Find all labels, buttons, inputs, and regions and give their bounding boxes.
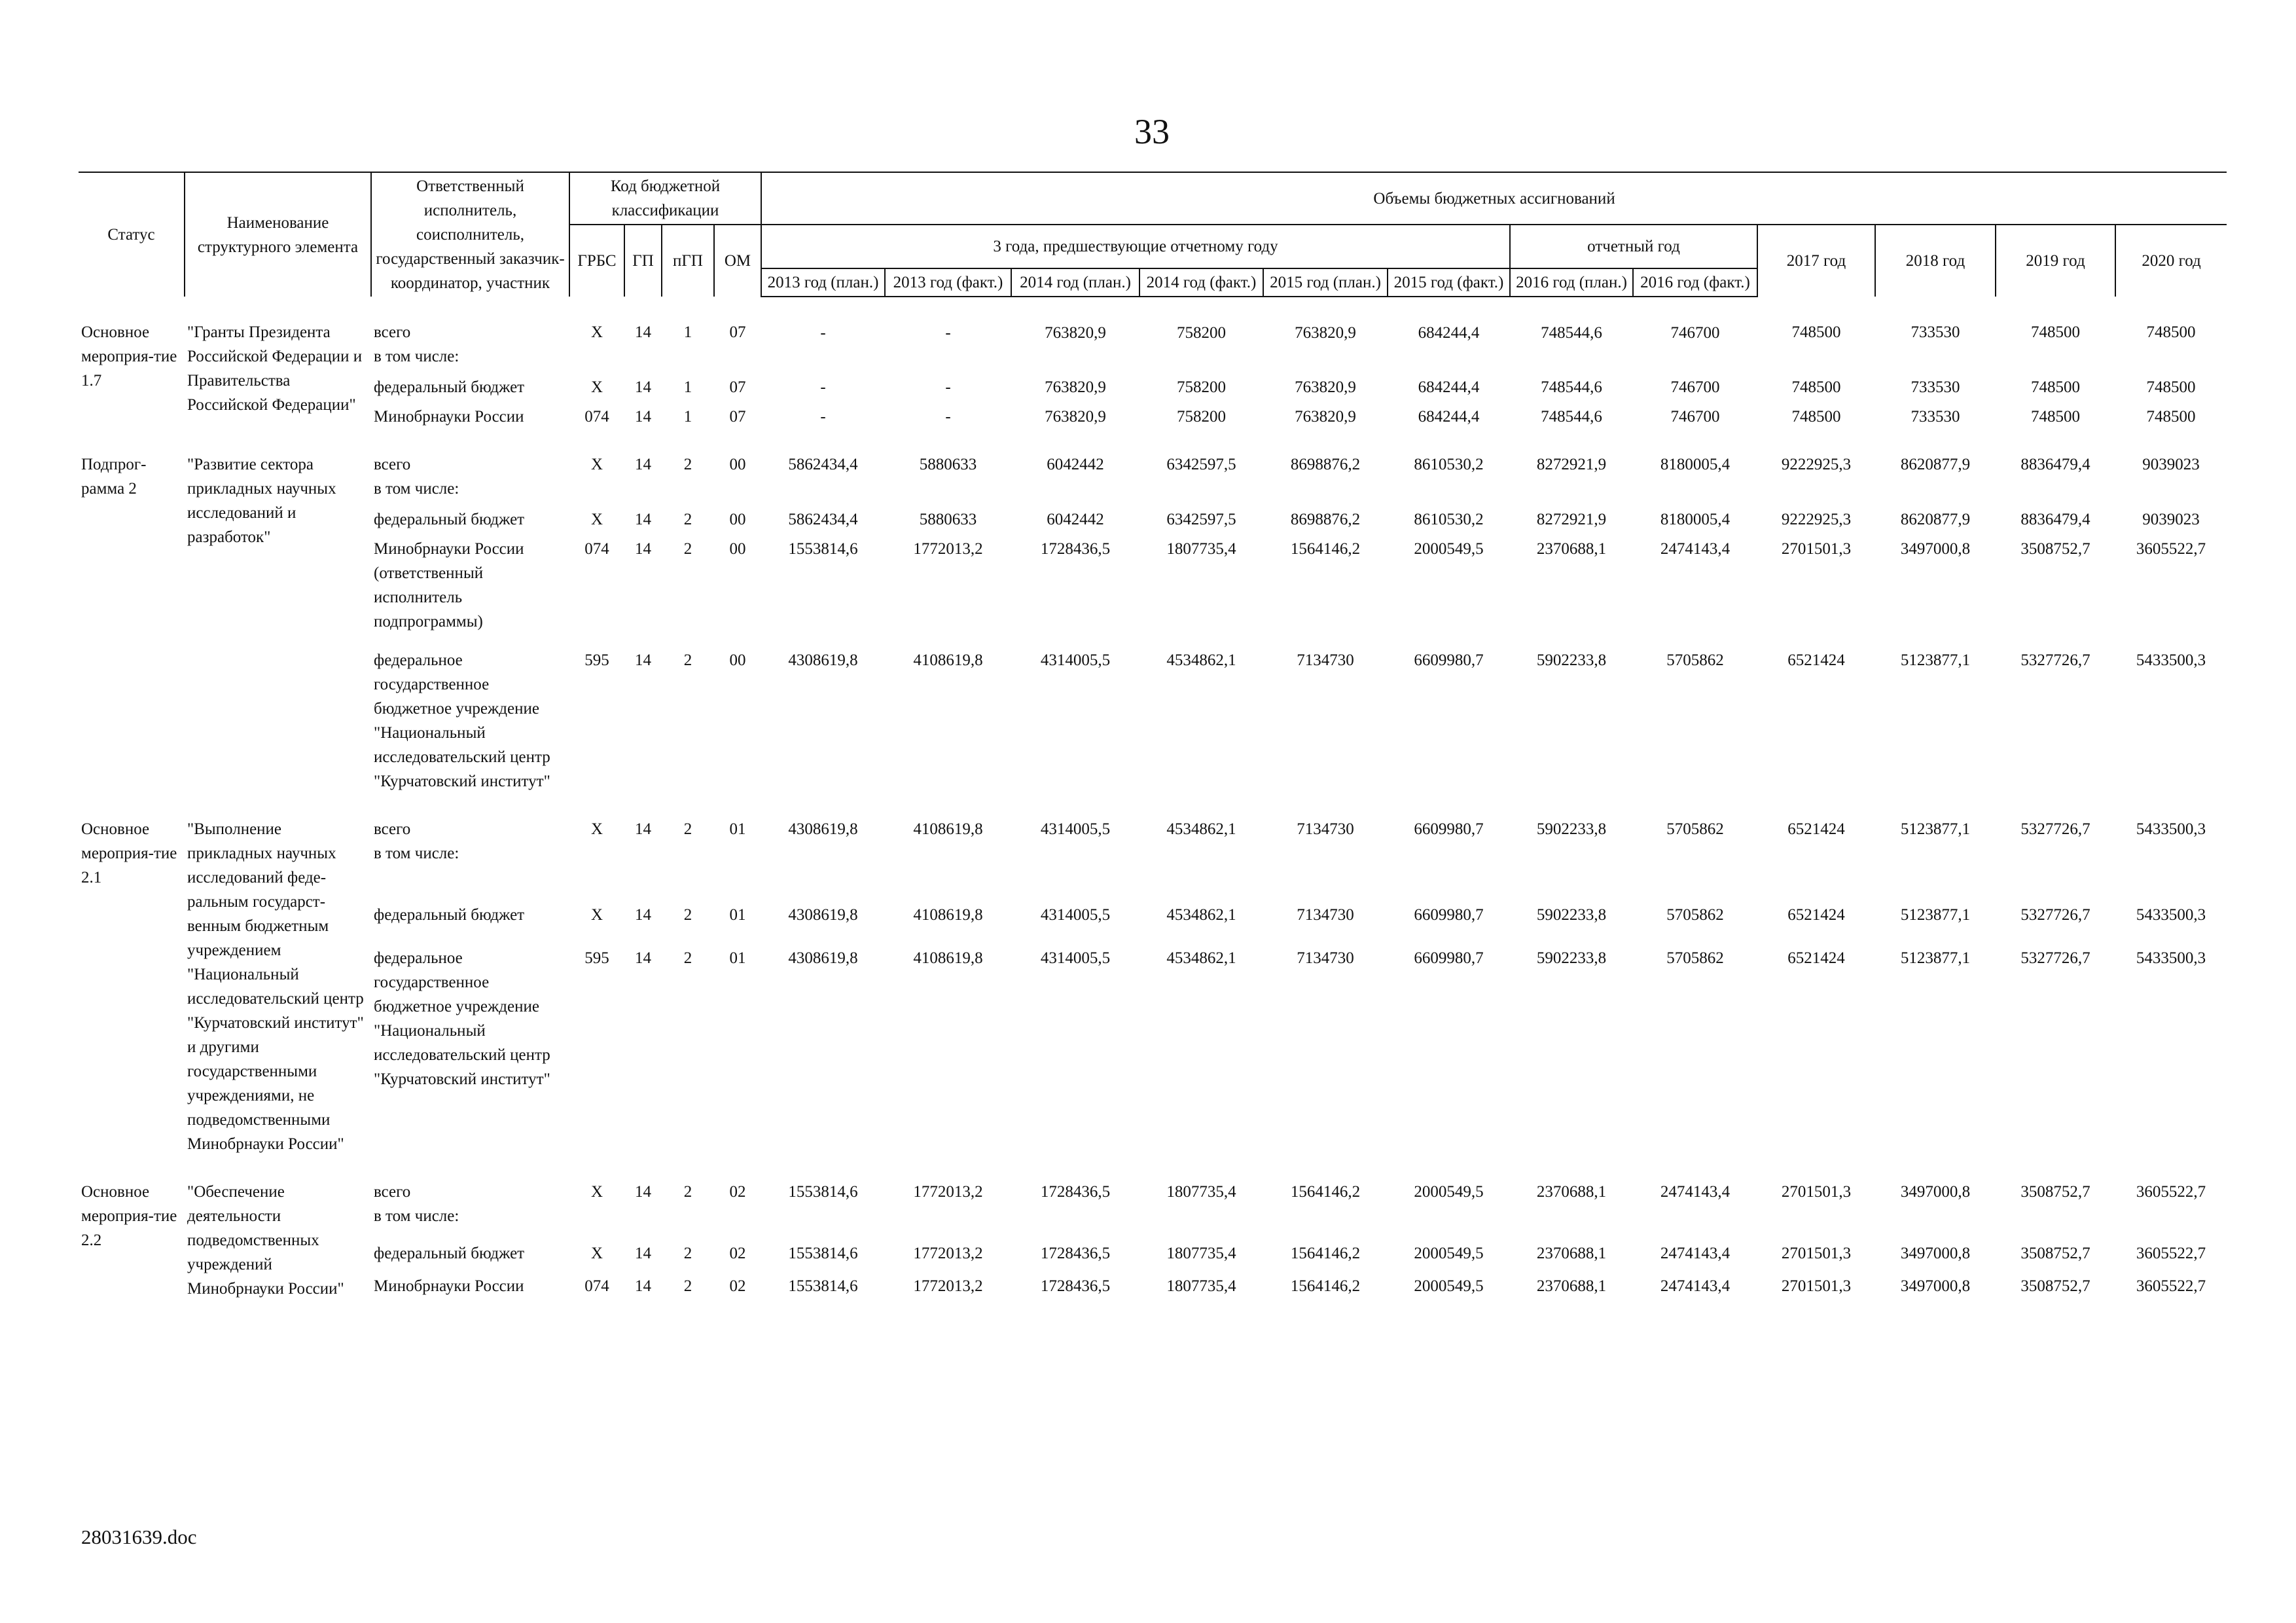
header-year-2015-fact: 2015 год (факт.): [1388, 268, 1510, 297]
amount-cell: 5705862: [1666, 906, 1724, 924]
header-year-2016-fact: 2016 год (факт.): [1633, 268, 1757, 297]
amount-cell: 1553814,6: [788, 1183, 858, 1201]
code-pgp: 2: [683, 906, 692, 924]
responsible-label: федеральное государственное бюджетное учреждение "Национальный исследовательский центр "Курчатовский институт": [374, 651, 550, 790]
amount-cell: 6042442: [1047, 456, 1104, 473]
responsible-label: федеральный бюджет: [374, 1245, 525, 1263]
header-budget-code: Код бюджетной классификации: [569, 172, 761, 225]
amount-cell: 5433500,3: [2136, 820, 2206, 838]
table-header: [79, 172, 2227, 297]
amount-cell: 2701501,3: [1781, 1245, 1852, 1263]
code-om: 02: [729, 1277, 746, 1295]
amount-cell: 4314005,5: [1040, 820, 1111, 838]
amount-cell: 748500: [2031, 378, 2080, 396]
row-element-name: "Гранты Президента Российской Федерации и Правительства Российской Федерации": [187, 323, 363, 414]
amount-cell: 758200: [1177, 408, 1226, 426]
code-pgp: 2: [683, 949, 692, 967]
row-responsible: [371, 532, 569, 634]
amount-cell: 9222925,3: [1781, 511, 1852, 528]
amount-cell: 1728436,5: [1040, 1277, 1111, 1295]
row-responsible: [371, 941, 569, 1156]
amount-cell: 1728436,5: [1040, 1245, 1111, 1263]
amount-cell: 2370688,1: [1536, 1277, 1607, 1295]
code-om: 07: [729, 378, 746, 396]
responsible-label: Минобрнауки России: [374, 1277, 524, 1295]
amount-cell: 746700: [1670, 378, 1720, 396]
table-row: [79, 369, 2227, 399]
amount-cell: 4308619,8: [788, 906, 858, 924]
code-pgp: 2: [683, 820, 692, 838]
amount-cell: 8180005,4: [1660, 511, 1731, 528]
amount-cell: 748500: [1791, 408, 1841, 426]
amount-cell: 1564146,2: [1290, 1277, 1361, 1295]
header-gp: ГП: [624, 225, 662, 297]
code-om: 07: [729, 323, 746, 341]
amount-cell: 3497000,8: [1900, 1277, 1971, 1295]
amount-cell: 1564146,2: [1290, 1183, 1361, 1201]
amount-cell: 6609980,7: [1414, 651, 1484, 669]
amount-cell: 1772013,2: [913, 540, 983, 558]
amount-cell: 3508752,7: [2020, 1277, 2090, 1295]
amount-cell: 5902233,8: [1536, 820, 1607, 838]
code-pgp: 2: [683, 1183, 692, 1201]
responsible-label: Минобрнауки России: [374, 408, 524, 426]
header-responsible: Ответственный исполнитель, соисполнитель, государственный заказчик-координатор, участник: [371, 172, 569, 297]
code-gp: 14: [635, 820, 651, 838]
responsible-label: всего: [374, 323, 411, 341]
header-year-2019: 2019 год: [1996, 225, 2115, 297]
amount-cell: 3497000,8: [1900, 1245, 1971, 1263]
amount-cell: 684244,4: [1418, 324, 1480, 342]
code-pgp: 2: [683, 456, 692, 473]
amount-cell: 4534862,1: [1166, 651, 1236, 669]
amount-cell: 4314005,5: [1040, 906, 1111, 924]
code-om: 00: [729, 651, 746, 669]
row-responsible: [371, 1235, 569, 1268]
amount-cell: -: [820, 408, 826, 426]
amount-cell: 748500: [2031, 323, 2080, 341]
amount-cell: 6521424: [1787, 906, 1845, 924]
amount-cell: 2370688,1: [1536, 1183, 1607, 1201]
code-om: 00: [729, 456, 746, 473]
code-grbs: X: [590, 511, 603, 528]
code-grbs: X: [590, 456, 603, 473]
code-grbs: X: [590, 1245, 603, 1263]
table-row: [79, 634, 2227, 793]
amount-cell: 8836479,4: [2020, 456, 2090, 473]
table-row: [79, 532, 2227, 634]
amount-cell: 763820,9: [1045, 324, 1106, 342]
amount-cell: 2701501,3: [1781, 1183, 1852, 1201]
table-row: [79, 501, 2227, 532]
amount-cell: 6342597,5: [1166, 456, 1236, 473]
amount-cell: 4314005,5: [1040, 949, 1111, 967]
amount-cell: 2474143,4: [1660, 1277, 1731, 1295]
amount-cell: 733530: [1910, 323, 1960, 341]
amount-cell: 763820,9: [1295, 408, 1356, 426]
amount-cell: 4308619,8: [788, 949, 858, 967]
header-structural-element: Наименование структурного элемента: [185, 172, 371, 297]
header-status: Статус: [79, 172, 185, 297]
table-row: [79, 941, 2227, 1156]
row-responsible: [371, 1269, 569, 1301]
table-row: [79, 1156, 2227, 1235]
amount-cell: 6342597,5: [1166, 511, 1236, 528]
amount-cell: 4108619,8: [913, 651, 983, 669]
responsible-label: всего: [374, 820, 411, 838]
amount-cell: 748500: [1791, 323, 1841, 341]
row-responsible: [371, 1156, 569, 1235]
code-pgp: 1: [683, 378, 692, 396]
code-pgp: 1: [683, 408, 692, 426]
amount-cell: 5123877,1: [1900, 651, 1971, 669]
amount-cell: 8610530,2: [1414, 511, 1484, 528]
amount-cell: 1553814,6: [788, 540, 858, 558]
code-gp: 14: [635, 949, 651, 967]
amount-cell: 3605522,7: [2136, 1245, 2206, 1263]
amount-cell: 5902233,8: [1536, 949, 1607, 967]
code-om: 01: [729, 906, 746, 924]
amount-cell: 5123877,1: [1900, 949, 1971, 967]
amount-cell: 3605522,7: [2136, 1183, 2206, 1201]
code-gp: 14: [635, 540, 651, 558]
code-grbs: X: [590, 378, 603, 396]
row-status: Основное мероприя-тие 2.2: [81, 1183, 177, 1249]
amount-cell: 5862434,4: [788, 511, 858, 528]
code-gp: 14: [635, 323, 651, 341]
document-filename: 28031639.doc: [81, 1525, 197, 1548]
amount-cell: 6609980,7: [1414, 906, 1484, 924]
amount-cell: 1772013,2: [913, 1277, 983, 1295]
row-element-name: "Выполнение прикладных научных исследований феде-ральным государст-венным бюджетным учреждением "Национальный исследовательский центр "Курчатовский институт" и другими государственными учреждениями, не подведомственными Минобрнауки России": [187, 820, 364, 1153]
row-status: Основное мероприя-тие 2.1: [81, 820, 177, 886]
amount-cell: 8698876,2: [1290, 456, 1361, 473]
code-grbs: 595: [584, 949, 609, 967]
amount-cell: 748500: [2146, 323, 2196, 341]
code-grbs: 074: [584, 408, 609, 426]
code-pgp: 2: [683, 540, 692, 558]
budget-allocations-table: [79, 172, 2227, 1301]
amount-cell: 7134730: [1297, 906, 1354, 924]
code-grbs: X: [590, 906, 603, 924]
amount-cell: -: [820, 378, 826, 396]
row-responsible: [371, 399, 569, 429]
amount-cell: 6521424: [1787, 820, 1845, 838]
amount-cell: 5123877,1: [1900, 820, 1971, 838]
responsible-label: федеральный бюджет: [374, 906, 525, 924]
code-gp: 14: [635, 378, 651, 396]
code-om: 02: [729, 1183, 746, 1201]
amount-cell: 1807735,4: [1166, 540, 1236, 558]
amount-cell: 748544,6: [1541, 378, 1602, 396]
row-responsible: [371, 896, 569, 940]
row-responsible: [371, 429, 569, 501]
responsible-label: Минобрнауки России (ответственный исполнитель подпрограммы): [374, 540, 524, 630]
amount-cell: 5862434,4: [788, 456, 858, 473]
amount-cell: 2000549,5: [1414, 1277, 1484, 1295]
responsible-sublabel: в том числе:: [374, 480, 459, 498]
row-responsible: [371, 501, 569, 532]
amount-cell: 4108619,8: [913, 820, 983, 838]
amount-cell: 1728436,5: [1040, 540, 1111, 558]
code-gp: 14: [635, 1245, 651, 1263]
amount-cell: 733530: [1910, 378, 1960, 396]
code-pgp: 2: [683, 511, 692, 528]
code-gp: 14: [635, 511, 651, 528]
row-responsible: [371, 369, 569, 399]
amount-cell: 5433500,3: [2136, 906, 2206, 924]
header-grbs: ГРБС: [569, 225, 624, 297]
amount-cell: 8698876,2: [1290, 511, 1361, 528]
amount-cell: 763820,9: [1295, 378, 1356, 396]
amount-cell: 8610530,2: [1414, 456, 1484, 473]
header-year-2017: 2017 год: [1757, 225, 1875, 297]
amount-cell: 1807735,4: [1166, 1183, 1236, 1201]
responsible-sublabel: в том числе:: [374, 1207, 459, 1225]
code-pgp: 2: [683, 1245, 692, 1263]
amount-cell: 8620877,9: [1900, 456, 1971, 473]
amount-cell: 7134730: [1297, 949, 1354, 967]
header-year-2015-plan: 2015 год (план.): [1263, 268, 1388, 297]
amount-cell: 763820,9: [1295, 324, 1356, 342]
code-om: 00: [729, 540, 746, 558]
responsible-label: федеральный бюджет: [374, 378, 525, 396]
amount-cell: 763820,9: [1045, 378, 1106, 396]
code-pgp: 1: [683, 323, 692, 341]
amount-cell: 3508752,7: [2020, 1245, 2090, 1263]
code-gp: 14: [635, 1277, 651, 1295]
code-om: 01: [729, 820, 746, 838]
amount-cell: 763820,9: [1045, 408, 1106, 426]
amount-cell: 748500: [1791, 378, 1841, 396]
code-om: 01: [729, 949, 746, 967]
amount-cell: 4534862,1: [1166, 949, 1236, 967]
responsible-sublabel: в том числе:: [374, 845, 459, 862]
amount-cell: 5705862: [1666, 820, 1724, 838]
amount-cell: 4534862,1: [1166, 906, 1236, 924]
amount-cell: 684244,4: [1418, 378, 1480, 396]
table-row: [79, 429, 2227, 501]
row-responsible: [371, 793, 569, 896]
amount-cell: 2000549,5: [1414, 1245, 1484, 1263]
amount-cell: -: [820, 324, 826, 342]
code-pgp: 2: [683, 651, 692, 669]
amount-cell: 5327726,7: [2020, 906, 2090, 924]
header-pgp: пГП: [662, 225, 714, 297]
amount-cell: 748544,6: [1541, 408, 1602, 426]
amount-cell: 2701501,3: [1781, 1277, 1852, 1295]
header-year-2014-plan: 2014 год (план.): [1011, 268, 1139, 297]
amount-cell: 1807735,4: [1166, 1277, 1236, 1295]
code-grbs: 074: [584, 540, 609, 558]
table-row: [79, 1269, 2227, 1301]
amount-cell: 6042442: [1047, 511, 1104, 528]
header-year-2013-plan: 2013 год (план.): [761, 268, 885, 297]
amount-cell: 1564146,2: [1290, 1245, 1361, 1263]
amount-cell: 2474143,4: [1660, 540, 1731, 558]
amount-cell: 5433500,3: [2136, 651, 2206, 669]
amount-cell: 746700: [1670, 324, 1720, 342]
amount-cell: 2000549,5: [1414, 540, 1484, 558]
header-year-2013-fact: 2013 год (факт.): [885, 268, 1011, 297]
amount-cell: 748544,6: [1541, 324, 1602, 342]
header-prev-years: 3 года, предшествующие отчетному году: [761, 225, 1510, 268]
row-status: Подпрог-рамма 2: [81, 456, 147, 498]
table-row: [79, 297, 2227, 369]
header-report-year: отчетный год: [1510, 225, 1757, 268]
amount-cell: -: [945, 324, 951, 342]
amount-cell: 8620877,9: [1900, 511, 1971, 528]
amount-cell: 5880633: [919, 511, 977, 528]
amount-cell: 2474143,4: [1660, 1183, 1731, 1201]
code-gp: 14: [635, 408, 651, 426]
amount-cell: 5902233,8: [1536, 651, 1607, 669]
amount-cell: 4534862,1: [1166, 820, 1236, 838]
code-grbs: 074: [584, 1277, 609, 1295]
amount-cell: 9039023: [2142, 511, 2200, 528]
amount-cell: 3605522,7: [2136, 1277, 2206, 1295]
amount-cell: 1728436,5: [1040, 1183, 1111, 1201]
amount-cell: 748500: [2146, 378, 2196, 396]
amount-cell: 1772013,2: [913, 1183, 983, 1201]
row-element-name: "Развитие сектора прикладных научных исследований и разработок": [187, 456, 336, 546]
amount-cell: 6521424: [1787, 949, 1845, 967]
amount-cell: 8272921,9: [1536, 456, 1607, 473]
code-pgp: 2: [683, 1277, 692, 1295]
header-om: ОМ: [714, 225, 761, 297]
amount-cell: 746700: [1670, 408, 1720, 426]
responsible-label: всего: [374, 456, 411, 473]
table-row: [79, 896, 2227, 940]
amount-cell: 4308619,8: [788, 820, 858, 838]
amount-cell: 748500: [2146, 408, 2196, 426]
amount-cell: 4314005,5: [1040, 651, 1111, 669]
amount-cell: 9039023: [2142, 456, 2200, 473]
page-number: 33: [1134, 112, 1170, 151]
amount-cell: 3497000,8: [1900, 1183, 1971, 1201]
amount-cell: 6609980,7: [1414, 949, 1484, 967]
code-grbs: X: [590, 820, 603, 838]
amount-cell: 5705862: [1666, 949, 1724, 967]
responsible-sublabel: в том числе:: [374, 348, 459, 365]
amount-cell: 1807735,4: [1166, 1245, 1236, 1263]
table-body: [79, 297, 2227, 1301]
amount-cell: 1772013,2: [913, 1245, 983, 1263]
code-grbs: 595: [584, 651, 609, 669]
row-status: Основное мероприя-тие 1.7: [81, 323, 177, 390]
amount-cell: 5327726,7: [2020, 820, 2090, 838]
code-grbs: X: [590, 1183, 603, 1201]
amount-cell: 3508752,7: [2020, 1183, 2090, 1201]
amount-cell: 9222925,3: [1781, 456, 1852, 473]
amount-cell: 2474143,4: [1660, 1245, 1731, 1263]
amount-cell: 5705862: [1666, 651, 1724, 669]
amount-cell: 8272921,9: [1536, 511, 1607, 528]
amount-cell: 5433500,3: [2136, 949, 2206, 967]
amount-cell: 2701501,3: [1781, 540, 1852, 558]
amount-cell: 6521424: [1787, 651, 1845, 669]
amount-cell: 4108619,8: [913, 906, 983, 924]
amount-cell: 5327726,7: [2020, 651, 2090, 669]
header-year-2018: 2018 год: [1875, 225, 1996, 297]
amount-cell: 7134730: [1297, 651, 1354, 669]
amount-cell: 3605522,7: [2136, 540, 2206, 558]
amount-cell: 1564146,2: [1290, 540, 1361, 558]
amount-cell: 3508752,7: [2020, 540, 2090, 558]
code-gp: 14: [635, 651, 651, 669]
amount-cell: 5880633: [919, 456, 977, 473]
amount-cell: 758200: [1177, 324, 1226, 342]
amount-cell: 8836479,4: [2020, 511, 2090, 528]
table-row: [79, 1235, 2227, 1268]
amount-cell: 5902233,8: [1536, 906, 1607, 924]
code-om: 07: [729, 408, 746, 426]
responsible-label: федеральный бюджет: [374, 511, 525, 528]
amount-cell: 2370688,1: [1536, 1245, 1607, 1263]
header-year-2016-plan: 2016 год (план.): [1510, 268, 1633, 297]
amount-cell: 8180005,4: [1660, 456, 1731, 473]
amount-cell: 5327726,7: [2020, 949, 2090, 967]
code-om: 00: [729, 511, 746, 528]
code-gp: 14: [635, 456, 651, 473]
amount-cell: 684244,4: [1418, 408, 1480, 426]
amount-cell: -: [945, 378, 951, 396]
amount-cell: 5123877,1: [1900, 906, 1971, 924]
amount-cell: -: [945, 408, 951, 426]
responsible-label: федеральное государственное бюджетное учреждение "Национальный исследовательский центр "Курчатовский институт": [374, 949, 550, 1088]
amount-cell: 7134730: [1297, 820, 1354, 838]
amount-cell: 2000549,5: [1414, 1183, 1484, 1201]
row-responsible: [371, 634, 569, 793]
amount-cell: 6609980,7: [1414, 820, 1484, 838]
header-year-2020: 2020 год: [2115, 225, 2227, 297]
amount-cell: 3497000,8: [1900, 540, 1971, 558]
code-gp: 14: [635, 1183, 651, 1201]
code-gp: 14: [635, 906, 651, 924]
code-grbs: X: [590, 323, 603, 341]
responsible-label: всего: [374, 1183, 411, 1201]
amount-cell: 748500: [2031, 408, 2080, 426]
amount-cell: 1553814,6: [788, 1245, 858, 1263]
amount-cell: 2370688,1: [1536, 540, 1607, 558]
amount-cell: 758200: [1177, 378, 1226, 396]
table-row: [79, 793, 2227, 896]
amount-cell: 4108619,8: [913, 949, 983, 967]
amount-cell: 1553814,6: [788, 1277, 858, 1295]
table-row: [79, 399, 2227, 429]
row-responsible: [371, 297, 569, 369]
amount-cell: 4308619,8: [788, 651, 858, 669]
header-volumes: Объемы бюджетных ассигнований: [761, 172, 2227, 225]
header-year-2014-fact: 2014 год (факт.): [1139, 268, 1263, 297]
code-om: 02: [729, 1245, 746, 1263]
amount-cell: 733530: [1910, 408, 1960, 426]
row-element-name: "Обеспечение деятельности подведомственных учреждений Минобрнауки России": [187, 1183, 344, 1298]
